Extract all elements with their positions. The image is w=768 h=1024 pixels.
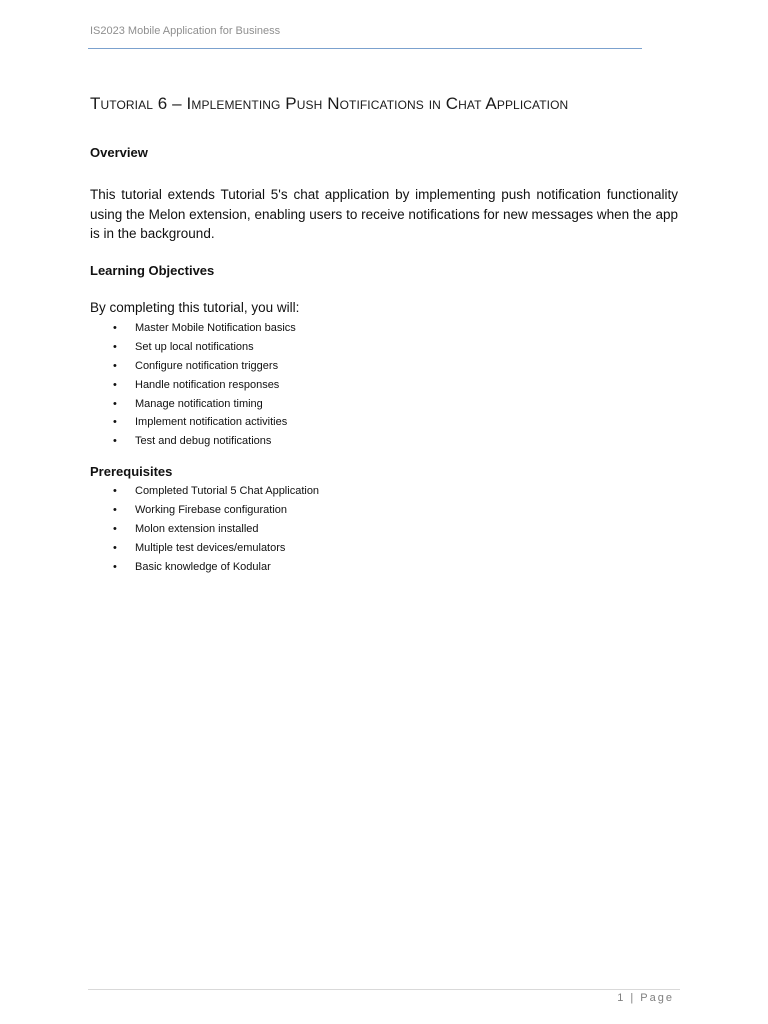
list-item-text: Molon extension installed [135, 522, 259, 535]
bullet-icon: • [113, 378, 117, 391]
list-item [113, 413, 296, 432]
list-item-text: Completed Tutorial 5 Chat Application [135, 485, 320, 497]
list-item [113, 558, 319, 577]
bullet-icon: • [113, 322, 117, 334]
list-item [113, 319, 296, 338]
bullet-icon: • [113, 340, 117, 353]
bullet-icon: • [113, 416, 117, 429]
header-divider [88, 48, 642, 49]
learning-objectives-heading: Learning Objectives [90, 263, 215, 278]
bullet-icon: • [113, 435, 117, 448]
prerequisites-list [113, 482, 319, 576]
bullet-icon: • [113, 397, 117, 410]
overview-paragraph: This tutorial extends Tutorial 5's chat application by implementing push notification functionality using the Melon extension, enabling users to receive notifications for new messages when the app is in the background. [90, 187, 678, 241]
list-item [113, 520, 319, 539]
list-item-text: Handle notification responses [135, 378, 280, 391]
list-item [113, 482, 319, 501]
bullet-icon: • [113, 359, 117, 372]
bullet-icon: • [113, 485, 117, 497]
list-item-text: Basic knowledge of Kodular [135, 560, 271, 573]
list-item [113, 539, 319, 558]
list-item [113, 376, 296, 395]
footer-divider [88, 989, 680, 990]
bullet-icon: • [113, 503, 117, 516]
bullet-icon: • [113, 522, 117, 535]
bullet-icon: • [113, 541, 117, 554]
list-item [113, 338, 296, 357]
overview-heading: Overview [90, 145, 148, 160]
list-item-text: Implement notification activities [135, 416, 288, 429]
page-header: IS2023 Mobile Application for Business [90, 25, 281, 37]
list-item-text: Manage notification timing [135, 397, 263, 410]
list-item [113, 395, 296, 414]
list-item [113, 432, 296, 451]
list-item [113, 357, 296, 376]
page-number: 1 | Page [617, 992, 674, 1004]
list-item-text: Multiple test devices/emulators [135, 541, 286, 554]
list-item-text: Set up local notifications [135, 340, 254, 353]
document-title: Tutorial 6 – Implementing Push Notifications in Chat Application [90, 94, 569, 113]
bullet-icon: • [113, 560, 117, 573]
objectives-intro: By completing this tutorial, you will: [90, 300, 300, 315]
objectives-list [113, 319, 296, 451]
prerequisites-heading: Prerequisites [90, 464, 173, 479]
list-item-text: Configure notification triggers [135, 359, 279, 372]
list-item-text: Working Firebase configuration [135, 503, 288, 516]
list-item [113, 501, 319, 520]
list-item-text: Master Mobile Notification basics [135, 322, 296, 334]
list-item-text: Test and debug notifications [135, 435, 272, 448]
